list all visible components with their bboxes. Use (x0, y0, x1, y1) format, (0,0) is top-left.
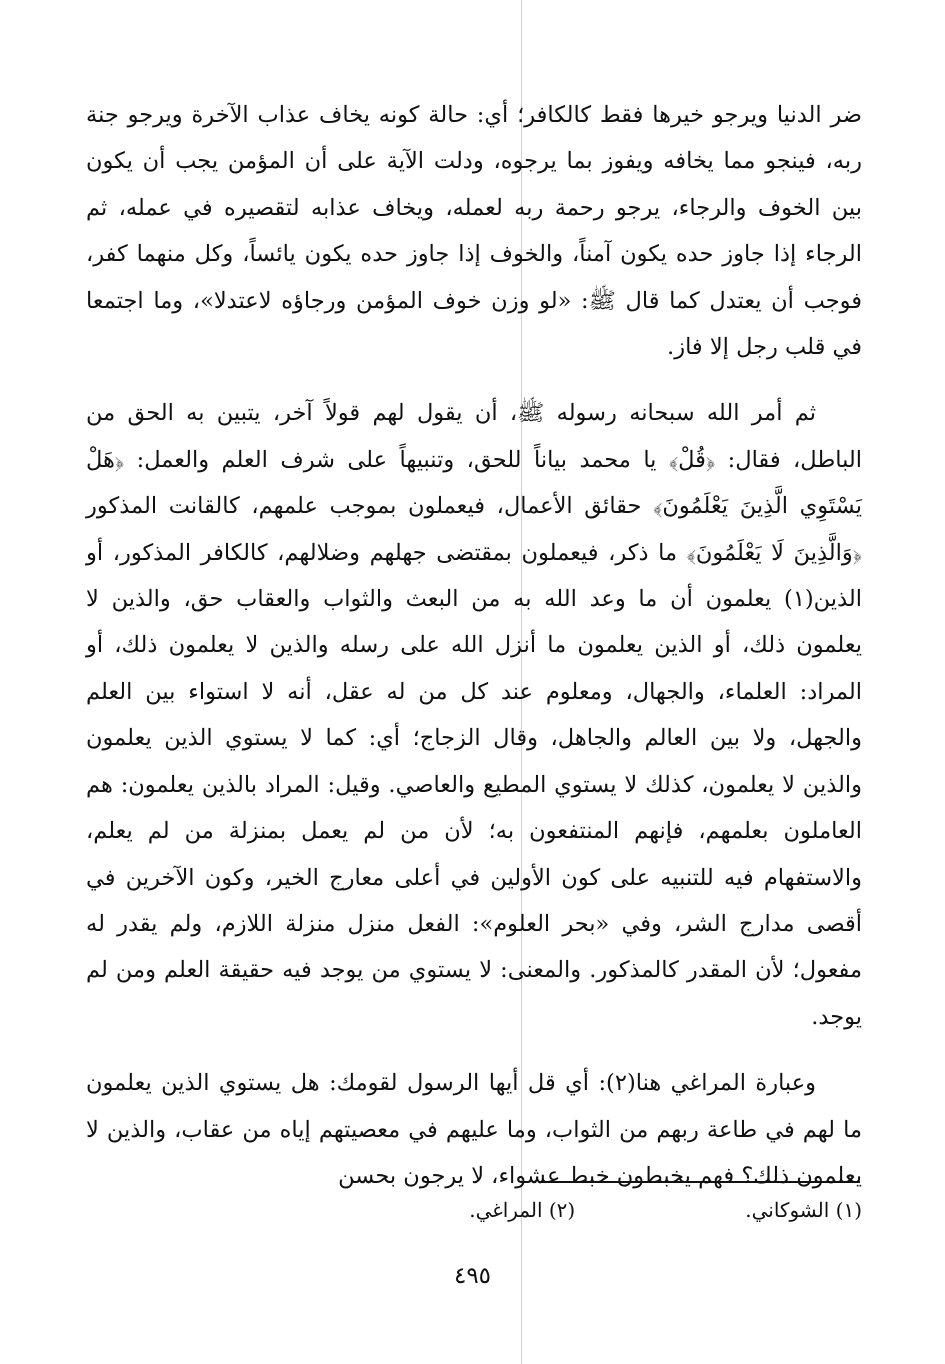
footnote-2: (٢) المراغي. (469, 1198, 576, 1222)
paragraph-3: وعبارة المراغي هنا(٢): أي قل أيها الرسول لقومك: هل يستوي الذين يعلمون ما لهم في طاعة ربهم من الثواب، وما عليهم في معصيتهم إياه من عقاب، والذين لا يعلمون ذلك؟ فهم يخبطون خبط عشواء، لا يرجون بحسن (86, 1070, 862, 1189)
page-number: ٤٩٥ (453, 1263, 492, 1289)
main-text-block (86, 92, 862, 1199)
footnote-separator (540, 1181, 860, 1183)
paragraph-1: ضر الدنيا ويرجو خيرها فقط كالكافر؛ أي: حالة كونه يخاف عذاب الآخرة ويرجو جنة ربه، فينجو مما يخافه ويفوز بما يرجوه، ودلت الآية على أن المؤمن يجب أن يكون بين الخوف والرجاء، يرجو رحمة ربه لعمله، ويخاف عذابه لتقصيره في عمله، ثم الرجاء إذا جاوز حده يكون آمناً، والخوف إذا جاوز حده يكون يائساً، وكل منهما كفر، فوجب أن يعتدل كما قال ﷺ: «لو وزن خوف المؤمن ورجاؤه لاعتدلا»، وما اجتمعا في قلب رجل إلا فاز. (86, 102, 862, 361)
footnotes (150, 1190, 862, 1230)
paragraph-2: ثم أمر الله سبحانه رسوله ﷺ، أن يقول لهم قولاً آخر، يتبين به الحق من الباطل، فقال: ﴿قُلْ﴾ يا محمد بياناً للحق، وتنبيهاً على شرف العلم والعمل: ﴿هَلْ يَسْتَوِي الَّذِينَ يَعْلَمُونَ﴾ حقائق الأعمال، فيعملون بموجب علمهم، كالقانت المذكور ﴿وَالَّذِينَ لَا يَعْلَمُونَ﴾ ما ذكر، فيعملون بمقتضى جهلهم وضلالهم، كالكافر المذكور، أو الذين(١) يعلمون أن ما وعد الله به من البعث والثواب والعقاب حق، والذين لا يعلمون ذلك، أو الذين يعلمون ما أنزل الله على رسله والذين لا يعلمون ذلك، أو المراد: العلماء، والجهال، ومعلوم عند كل من له عقل، أنه لا استواء بين العلم والجهل، ولا بين العالم والجاهل، وقال الزجاج؛ أي: كما لا يستوي الذين يعلمون والذين لا يعلمون، كذلك لا يستوي المطيع والعاصي. وقيل: المراد بالذين يعلمون: هم العاملون بعلمهم، فإنهم المنتفعون به؛ لأن من لم يعمل بمنزلة من لم يعلم، والاستفهام فيه للتنبيه على كون الأولين في أعلى معارج الخير، وكون الآخرين في أقصى مدارج الشر، وفي «بحر العلوم»: الفعل منزل منزلة اللازم، ولم يقدر له مفعول؛ لأن المقدر كالمذكور. والمعنى: لا يستوي من يوجد فيه حقيقة العلم ومن لم يوجد. (86, 400, 862, 1030)
footnote-1: (١) الشوكاني. (745, 1198, 862, 1222)
